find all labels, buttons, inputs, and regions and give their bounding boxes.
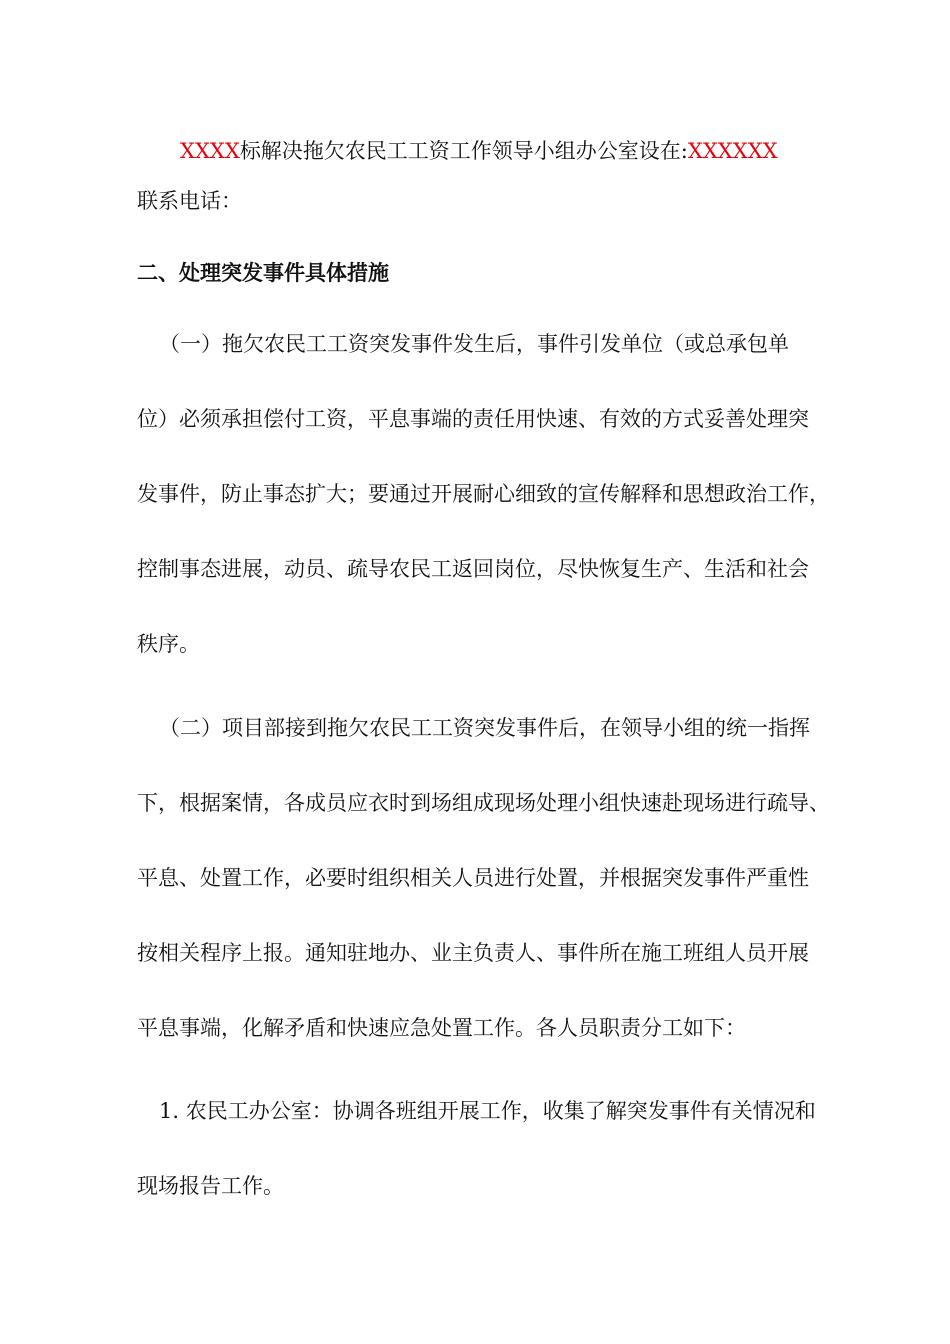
- paragraph-2-line-2: 下，根据案情，各成员应衣时到场组成现场处理小组快速赴现场进行疏导、: [137, 791, 830, 815]
- address-placeholder: XXXXXX: [687, 139, 778, 163]
- office-location-line: [180, 137, 778, 165]
- paragraph-2-line-3: 平息、处置工作，必要时组织相关人员进行处置，并根据突发事件严重性: [137, 866, 809, 890]
- duty-item-1-line-1: 1. 农民工办公室：协调各班组开展工作，收集了解突发事件有关情况和: [159, 1099, 816, 1123]
- project-placeholder: XXXX: [180, 139, 240, 163]
- paragraph-2-line-4: 按相关程序上报。通知驻地办、业主负责人、事件所在施工班组人员开展: [137, 941, 809, 965]
- phone-label: 联系电话：: [137, 189, 242, 213]
- office-location-text: 标解决拖欠农民工工资工作领导小组办公室设在:: [239, 139, 688, 163]
- paragraph-2-line-1: （二）项目部接到拖欠农民工工资突发事件后，在领导小组的统一指挥: [159, 716, 810, 740]
- paragraph-1-line-4: 控制事态进展，动员、疏导农民工返回岗位，尽快恢复生产、生活和社会: [137, 557, 809, 581]
- paragraph-1-line-2: 位）必须承担偿付工资，平息事端的责任用快速、有效的方式妥善处理突: [137, 407, 809, 431]
- paragraph-2-line-5: 平息事端，化解矛盾和快速应急处置工作。各人员职责分工如下：: [137, 1016, 746, 1040]
- section-heading: 二、处理突发事件具体措施: [137, 260, 389, 285]
- paragraph-1-line-3: 发事件，防止事态扩大；要通过开展耐心细致的宣传解释和思想政治工作，: [137, 482, 830, 506]
- duty-item-1-line-2: 现场报告工作。: [137, 1174, 284, 1198]
- paragraph-1-line-5: 秩序。: [137, 632, 200, 656]
- paragraph-1-line-1: （一）拖欠农民工工资突发事件发生后，事件引发单位（或总承包单: [159, 332, 789, 356]
